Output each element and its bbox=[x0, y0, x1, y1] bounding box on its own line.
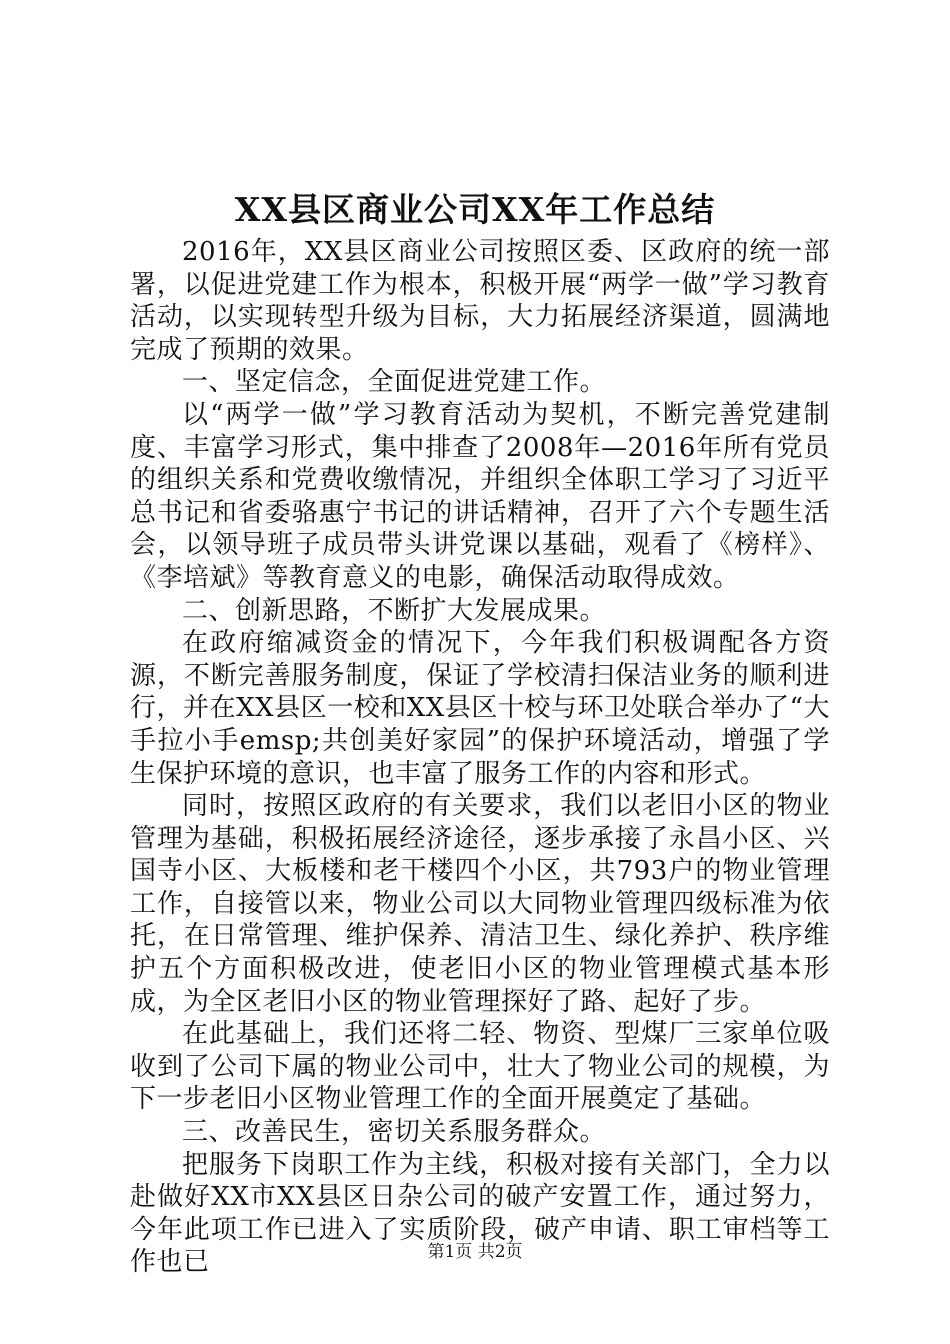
document-title: XX县区商业公司XX年工作总结 bbox=[234, 190, 716, 229]
paragraph-property-management: 同时，按照区政府的有关要求，我们以老旧小区的物业管理为基础，积极拓展经济途径，逐步承接了永昌小区、兴国寺小区、大板楼和老干楼四个小区，共793户的物业管理工作，自接管以来，物业公司以大同物业管理四级标准为依托，在日常管理、维护保养、清洁卫生、绿化养护、秩序维护五个方面积极改进，使老旧小区的物业管理模式基本形成，为全区老旧小区的物业管理探好了路、起好了步。 bbox=[130, 791, 830, 1017]
section-heading-2: 二、创新思路，不断扩大发展成果。 bbox=[182, 595, 607, 626]
paragraph-school-cleaning: 在政府缩减资金的情况下，今年我们积极调配各方资源，不断完善服务制度，保证了学校清扫保洁业务的顺利进行，并在XX县区一校和XX县区十校与环卫处联合举办了“大手拉小手emsp;共创美好家园”的保护环境活动，增强了学生保护环境的意识，也丰富了服务工作的内容和形式。 bbox=[130, 628, 830, 789]
paragraph-intro: 2016年，XX县区商业公司按照区委、区政府的统一部署，以促进党建工作为根本，积极开展“两学一做”学习教育活动，以实现转型升级为目标，大力拓展经济渠道，圆满地完成了预期的效果。 bbox=[130, 237, 830, 365]
paragraph-party-building: 以“两学一做”学习教育活动为契机，不断完善党建制度、丰富学习形式，集中排查了2008年—2016年所有党员的组织关系和党费收缴情况，并组织全体职工学习了习近平总书记和省委骆惠宁书记的讲话精神，召开了六个专题生活会，以领导班子成员带头讲党课以基础，观看了《榜样》、《李培斌》等教育意义的电影，确保活动取得成效。 bbox=[130, 399, 830, 593]
paragraph-expansion: 在此基础上，我们还将二轻、物资、型煤厂三家单位吸收到了公司下属的物业公司中，壮大了物业公司的规模，为下一步老旧小区物业管理工作的全面开展奠定了基础。 bbox=[130, 1019, 830, 1115]
section-heading-1: 一、坚定信念，全面促进党建工作。 bbox=[182, 367, 607, 398]
page-footer: 第1页 共2页 bbox=[427, 1242, 523, 1262]
section-heading-3: 三、改善民生，密切关系服务群众。 bbox=[182, 1117, 607, 1148]
paragraph-livelihood: 把服务下岗职工作为主线，积极对接有关部门，全力以赴做好XX市XX县区日杂公司的破产安置工作，通过努力，今年此项工作已进入了实质阶段，破产申请、职工审档等工作也已 bbox=[130, 1149, 830, 1278]
document-body bbox=[130, 236, 830, 1279]
